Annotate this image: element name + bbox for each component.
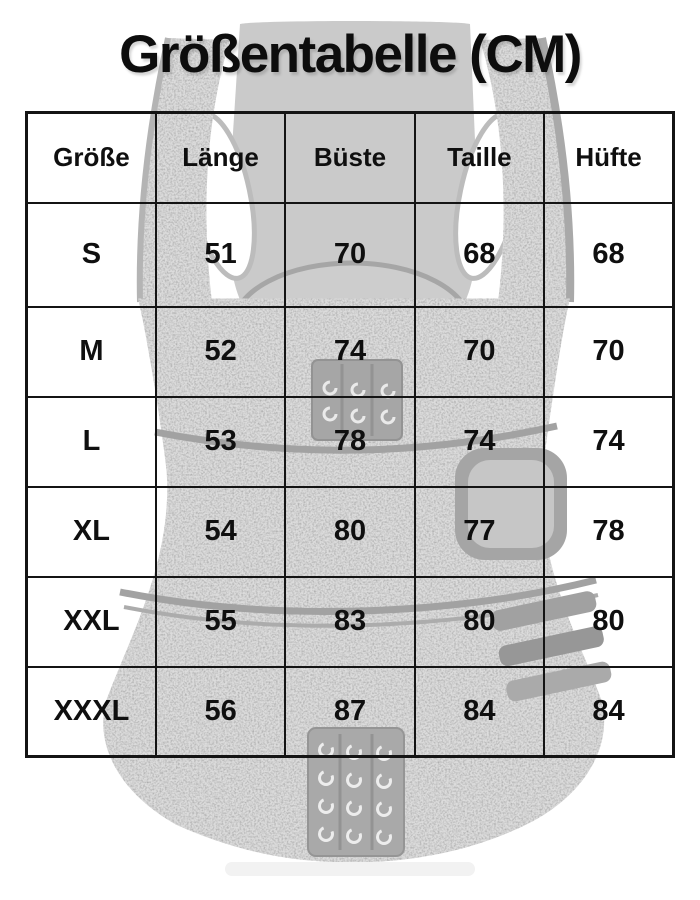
value-cell: 87 xyxy=(285,667,414,757)
size-cell: XXL xyxy=(27,577,156,667)
value-cell: 84 xyxy=(544,667,673,757)
value-cell: 56 xyxy=(156,667,285,757)
size-cell: S xyxy=(27,203,156,307)
size-table xyxy=(25,111,675,758)
page-title: Größentabelle (CM) xyxy=(119,25,581,84)
table-row-xxl xyxy=(27,577,674,667)
size-cell: L xyxy=(27,397,156,487)
value-cell: 78 xyxy=(285,397,414,487)
value-cell: 54 xyxy=(156,487,285,577)
table-row-l xyxy=(27,397,674,487)
value-cell: 68 xyxy=(415,203,544,307)
table-row-xxxl xyxy=(27,667,674,757)
value-cell: 53 xyxy=(156,397,285,487)
value-cell: 83 xyxy=(285,577,414,667)
size-cell: XXXL xyxy=(27,667,156,757)
value-cell: 78 xyxy=(544,487,673,577)
value-cell: 55 xyxy=(156,577,285,667)
vest-shadow xyxy=(225,862,475,876)
value-cell: 77 xyxy=(415,487,544,577)
value-cell: 70 xyxy=(285,203,414,307)
size-cell: XL xyxy=(27,487,156,577)
column-header-taille: Taille xyxy=(415,113,544,203)
column-header-groesse: Größe xyxy=(27,113,156,203)
value-cell: 84 xyxy=(415,667,544,757)
value-cell: 80 xyxy=(544,577,673,667)
table-header-row xyxy=(27,113,674,203)
column-header-laenge: Länge xyxy=(156,113,285,203)
value-cell: 74 xyxy=(285,307,414,397)
value-cell: 80 xyxy=(415,577,544,667)
value-cell: 74 xyxy=(415,397,544,487)
table-row-xl xyxy=(27,487,674,577)
table-row-s xyxy=(27,203,674,307)
value-cell: 80 xyxy=(285,487,414,577)
column-header-bueste: Büste xyxy=(285,113,414,203)
value-cell: 51 xyxy=(156,203,285,307)
table-row-m xyxy=(27,307,674,397)
size-cell: M xyxy=(27,307,156,397)
value-cell: 68 xyxy=(544,203,673,307)
value-cell: 70 xyxy=(544,307,673,397)
value-cell: 52 xyxy=(156,307,285,397)
value-cell: 74 xyxy=(544,397,673,487)
value-cell: 70 xyxy=(415,307,544,397)
column-header-huefte: Hüfte xyxy=(544,113,673,203)
